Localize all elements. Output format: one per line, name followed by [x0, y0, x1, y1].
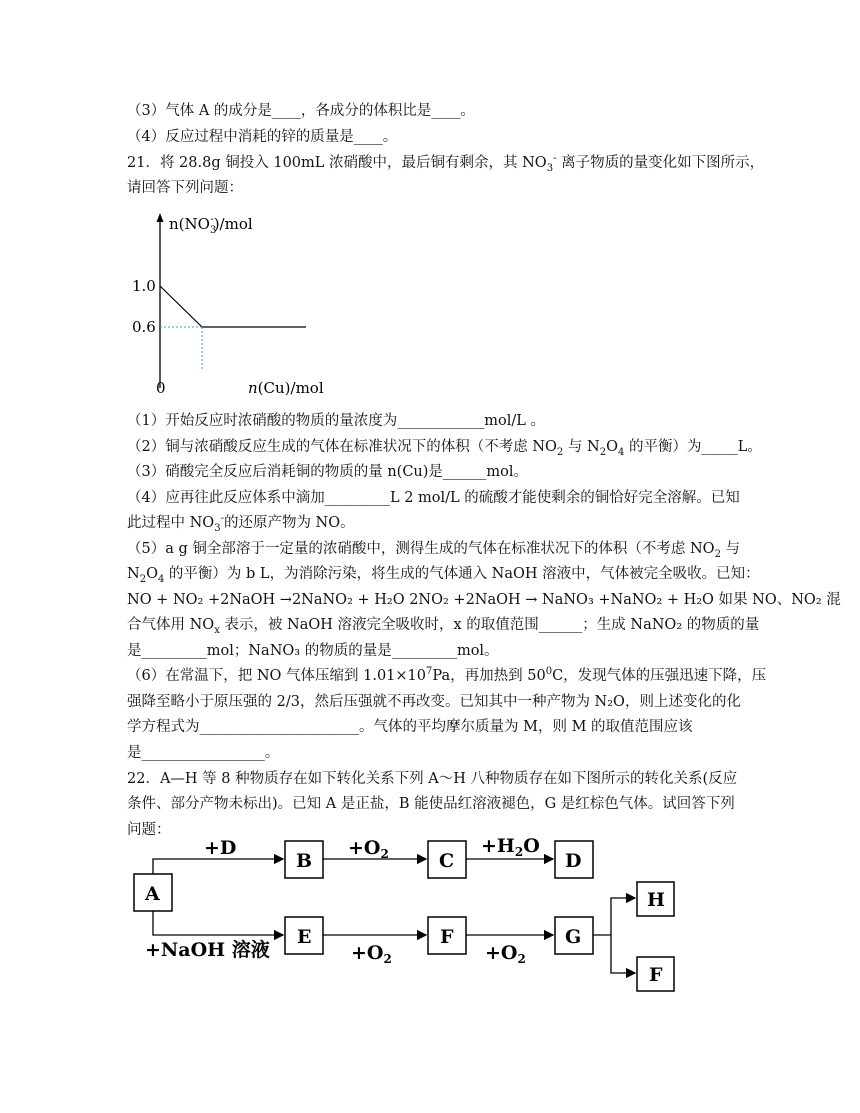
- label-a: A: [145, 883, 160, 905]
- question-21-part-4-line-1: （4）应再往此反应体系中滴加_________L 2 mol/L 的硫酸才能使剩余的铜恰好完全溶解。已知: [127, 490, 740, 506]
- label-f-second: F: [649, 964, 663, 986]
- origin-label: 0: [156, 379, 166, 397]
- reagent-plus-d: +D: [204, 837, 237, 859]
- question-21-part-3: （3）硝酸完全反应后消耗铜的物质的量 n(Cu)是______mol。: [127, 464, 529, 480]
- label-h: H: [647, 889, 665, 911]
- tick-label-0-6: 0.6: [132, 318, 156, 336]
- label-f: F: [440, 926, 454, 948]
- question-21-part-6-line-4: 是_________________。: [127, 745, 280, 761]
- label-d: D: [565, 850, 582, 872]
- arrow-g-to-h: [611, 898, 635, 935]
- question-21-part-6-line-3: 学方程式为______________________。气体的平均摩尔质量为 M，则 M 的取值范围应该: [127, 719, 693, 735]
- reagent-o2-e-to-f: $+O_2$: [351, 942, 392, 966]
- question-20-part-4: （4）反应过程中消耗的锌的质量是____。: [127, 129, 398, 145]
- label-e: E: [297, 926, 312, 948]
- question-21-part-6-line-1: （6）在常温下，把 NO 气体压缩到 $1.01\times 10^7Pa$，再加热到 $50^0C$，发现气体的压强迅速下降，压: [127, 666, 767, 684]
- question-21-part-5-line-5: 是_________mol；NaNO₃ 的物质的量是_________mol。: [127, 643, 499, 659]
- y-axis-arrow: [157, 213, 164, 222]
- question-21-part-5-line-2: $N_2O_4$ 的平衡）为 b L，为消除污染，将生成的气体通入 NaOH 溶液中，气体被完全吸收。已知：: [127, 566, 760, 585]
- label-g: G: [565, 926, 582, 948]
- arrow-g-to-f: [611, 935, 635, 973]
- no3-vs-cu-chart: [120, 205, 340, 400]
- question-21-stem-line-2: 请回答下列问题：: [127, 180, 243, 196]
- conversion-diagram: [125, 830, 695, 1000]
- question-22-line-3: 问题：: [127, 822, 171, 838]
- question-22-line-1: 22．A—H 等 8 种物质存在如下转化关系下列 A～H 八种物质存在如下图所示的转化关系(反应: [127, 771, 738, 787]
- arrow-a-to-b: [153, 859, 283, 874]
- question-21-part-2: （2）铜与浓硝酸反应生成的气体在标准状况下的体积（不考虑 $NO_2$ 与 $N_2O_4$ 的平衡）为_____L。: [127, 439, 762, 458]
- tick-label-1-0: 1.0: [132, 277, 156, 295]
- reagent-naoh-solution: +NaOH 溶液: [145, 939, 270, 961]
- question-22-line-2: 条件、部分产物未标出)。已知 A 是正盐，B 能使品红溶液褪色，G 是红棕色气体。试回答下列: [127, 796, 735, 812]
- question-21-stem-line-1: 21．将 28.8g 铜投入 100mL 浓硝酸中，最后铜有剩余，其 $NO_3^-$ 离子物质的量变化如下图所示，: [127, 153, 765, 174]
- question-20-part-3: （3）气体 A 的成分是____，各成分的体积比是____。: [127, 103, 475, 119]
- question-21-part-4-line-2: 此过程中 $NO_3^-$的还原产物为 NO。: [127, 513, 355, 534]
- x-axis-label: n(Cu)/mol: [248, 379, 324, 397]
- data-line-decline: [160, 286, 202, 327]
- question-21-part-1: （1）开始反应时浓硝酸的物质的量浓度为____________mol/L 。: [127, 413, 545, 429]
- question-21-part-5-line-1: （5）a g 铜全部溶于一定量的浓硝酸中，测得生成的气体在标准状况下的体积（不考虑 $NO_2$ 与: [127, 541, 741, 560]
- arrow-a-to-e: [153, 911, 283, 935]
- reagent-o2-f-to-g: $+O_2$: [485, 942, 526, 966]
- reagent-o2-b-to-c: $+O_2$: [348, 837, 389, 861]
- question-21-part-6-line-2: 强降至略小于原压强的 2/3，然后压强就不再改变。已知其中一种产物为 N₂O，则上述变化的化: [127, 694, 741, 710]
- question-21-part-5-line-4: 合气体用 $NO_x$ 表示，被 NaOH 溶液完全吸收时，x 的取值范围______；生成 NaNO₂ 的物质的量: [127, 617, 760, 636]
- y-axis-label: $n(NO_3-)$/mol: [169, 214, 253, 236]
- question-21-part-5-line-3: NO + NO₂ +2NaOH →2NaNO₂ + H₂O 2NO₂ +2NaOH → NaNO₃ +NaNO₂ + H₂O 如果 NO、NO₂ 混: [127, 592, 841, 608]
- label-c: C: [439, 850, 455, 872]
- label-b: B: [296, 850, 313, 872]
- reagent-h2o: $+H_2O$: [481, 835, 540, 859]
